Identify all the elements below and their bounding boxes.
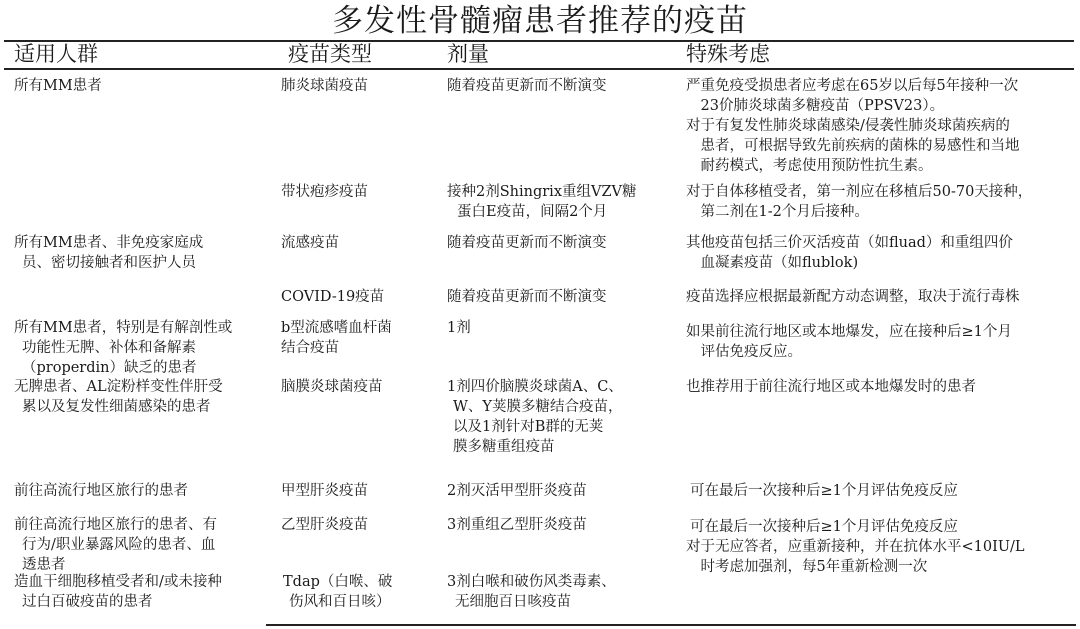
page-title: 多发性骨髓瘤患者推荐的疫苗 [332,3,748,39]
header-dose: 剂量 [447,42,489,66]
row8-population [14,515,217,575]
row9-population-line: 造血干细胞移植受者和/或未接种 [14,574,222,590]
row8-population-line: 行为/职业暴露风险的患者、血 [22,537,216,553]
row6-dose-line: W、Y荚膜多糖结合疫苗， [453,399,623,415]
row5-vaccine [281,318,392,358]
header-special: 特殊考虑 [686,42,770,66]
row1-population-line: 所有MM患者 [14,78,102,94]
row4-dose-line: 随着疫苗更新而不断演变 [447,289,607,305]
row2-special-line: 第二剂在1-2个月后接种。 [700,204,869,220]
row1-special-line: 患者，可根据导致先前疾病的菌株的易感性和当地 [700,138,1020,154]
row6-dose [447,377,623,457]
row6-population-line: 无脾患者、AL淀粉样变性伴肝受 [14,379,223,395]
row2-dose [447,182,637,222]
row1-vaccine [281,76,368,96]
row9-population-line: 过白百破疫苗的患者 [22,594,153,610]
row5-population-line: 所有MM患者，特别是有解剖性或 [14,320,233,336]
row5-vaccine-line: b型流感嗜血杆菌 [281,320,392,336]
row8-dose [447,515,587,535]
row2-dose-line: 蛋白E疫苗，间隔2个月 [457,204,608,220]
row8-population-line: 前往高流行地区旅行的患者、有 [14,517,217,533]
row1-vaccine-line: 肺炎球菌疫苗 [281,78,368,94]
row7-population [14,481,188,501]
row6-special-line: 也推荐用于前往流行地区或本地爆发时的患者 [686,379,976,395]
row3-population-line: 所有MM患者、非免疫家庭成 [14,235,204,251]
row7-vaccine-line: 甲型肝炎疫苗 [281,483,368,499]
row2-special-line: 对于自体移植受者，第一剂应在移植后50-70天接种， [686,184,1033,200]
row3-dose-line: 随着疫苗更新而不断演变 [447,235,607,251]
row4-vaccine-line: COVID-19疫苗 [281,289,385,305]
row5-vaccine-line: 结合疫苗 [281,340,339,356]
row6-vaccine-line: 脑膜炎球菌疫苗 [281,379,383,395]
top-rule [4,40,1074,42]
row7-special-line: 可在最后一次接种后≥1个月评估免疫反应 [690,483,958,499]
row4-vaccine [281,287,384,307]
row2-vaccine-line: 带状疱疹疫苗 [281,184,368,200]
row5-special [686,322,1012,362]
row8-vaccine [281,515,368,535]
header-vaccine-type: 疫苗类型 [288,42,372,66]
row5-dose-line: 1剂 [447,320,471,336]
row6-special [686,377,976,397]
row1-special [686,76,1020,176]
row8-special-line: 时考虑加强剂，每5年重新检测一次 [700,559,928,575]
header-rule [4,68,1074,70]
row7-dose [447,481,587,501]
row8-dose-line: 3剂重组乙型肝炎疫苗 [447,517,587,533]
header-population: 适用人群 [14,42,98,66]
row3-special [686,233,1013,273]
row1-special-line: 严重免疫受损患者应考虑在65岁以后每5年接种一次 [686,78,1019,94]
row9-dose [447,572,616,612]
row3-vaccine [281,233,339,253]
row2-vaccine [281,182,368,202]
row6-population-line: 累以及复发性细菌感染的患者 [22,399,211,415]
bottom-rule [266,624,1076,626]
row5-dose [447,318,471,338]
row8-vaccine-line: 乙型肝炎疫苗 [281,517,368,533]
row5-population-line: 功能性无脾、补体和备解素 [22,340,196,356]
row8-special-line: 对于无应答者，应重新接种，并在抗体水平<10IU/L [686,539,1025,555]
row9-vaccine-line: Tdap（白喉、破 [283,574,393,590]
row6-dose-line: 以及1剂针对B群的无荚 [453,419,604,435]
row8-special [686,517,1025,577]
row9-vaccine [283,572,392,612]
row9-population [14,572,222,612]
row3-dose [447,233,607,253]
row8-population-line: 透患者 [22,557,66,573]
row1-special-line: 对于有复发性肺炎球菌感染/侵袭性肺炎球菌疾病的 [686,118,1010,134]
row9-vaccine-line: 伤风和百日咳） [289,594,391,610]
row5-population-line: （properdin）缺乏的患者 [22,360,197,376]
row3-special-line: 血凝素疫苗（如flublok) [700,255,859,271]
row7-special [690,481,958,501]
row8-special-line: 可在最后一次接种后≥1个月评估免疫反应 [690,519,958,535]
row3-population [14,233,203,273]
row9-dose-line: 3剂白喉和破伤风类毒素、 [447,574,616,590]
row1-dose-line: 随着疫苗更新而不断演变 [447,78,607,94]
row6-dose-line: 1剂四价脑膜炎球菌A、C、 [447,379,623,395]
row5-special-line: 如果前往流行地区或本地爆发，应在接种后≥1个月 [686,324,1012,340]
row2-special [686,182,1032,222]
row7-population-line: 前往高流行地区旅行的患者 [14,483,188,499]
row4-special-line: 疫苗选择应根据最新配方动态调整，取决于流行毒株 [686,289,1020,305]
row4-special [686,287,1020,307]
row2-dose-line: 接种2剂Shingrix重组VZV糖 [447,184,637,200]
row6-population [14,377,223,417]
row1-special-line: 耐药模式，考虑使用预防性抗生素。 [700,158,933,174]
row6-dose-line: 膜多糖重组疫苗 [453,439,555,455]
row5-special-line: 评估免疫反应。 [700,344,802,360]
row3-population-line: 员、密切接触者和医护人员 [22,255,196,271]
row3-special-line: 其他疫苗包括三价灭活疫苗（如fluad）和重组四价 [686,235,1013,251]
row5-population [14,318,232,378]
row1-dose [447,76,607,96]
row1-special-line: 23价肺炎球菌多糖疫苗（PPSV23）。 [700,98,945,114]
row9-dose-line: 无细胞百日咳疫苗 [455,594,571,610]
row7-dose-line: 2剂灭活甲型肝炎疫苗 [447,483,587,499]
row4-dose [447,287,607,307]
row6-vaccine [281,377,383,397]
row7-vaccine [281,481,368,501]
row3-vaccine-line: 流感疫苗 [281,235,339,251]
row1-population [14,76,102,96]
